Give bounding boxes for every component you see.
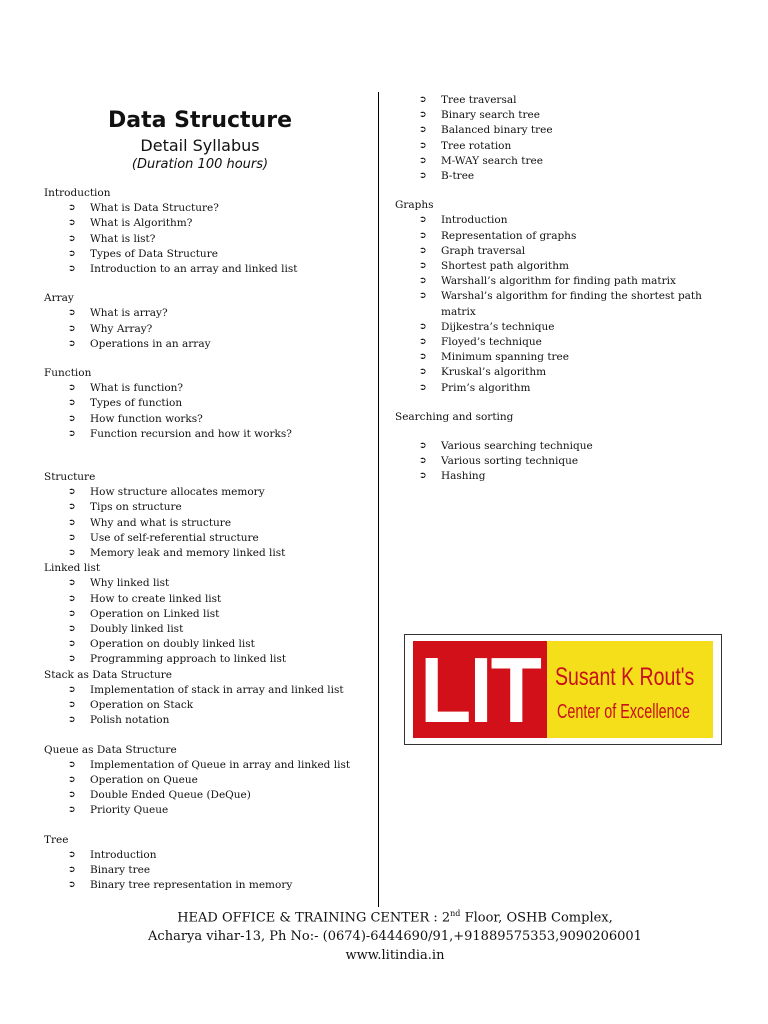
- list-item: ➲ Why Array?: [44, 322, 374, 337]
- arrow-bullet-icon: ➲: [419, 321, 427, 332]
- section-queue: [44, 743, 374, 819]
- arrow-bullet-icon: ➲: [68, 880, 76, 891]
- arrow-bullet-icon: ➲: [419, 261, 427, 272]
- list-item: ➲ Operation on Queue: [44, 773, 374, 788]
- list-item: ➲ Warshall’s algorithm for finding path matrix: [395, 274, 705, 289]
- list-item: ➲ What is Data Structure?: [44, 201, 374, 216]
- arrow-bullet-icon: ➲: [68, 593, 76, 604]
- arrow-bullet-icon: ➲: [419, 382, 427, 393]
- list-item: ➲ Various searching technique: [395, 439, 705, 454]
- list-item: ➲ What is list?: [44, 232, 374, 247]
- section-stack: [44, 668, 374, 729]
- logo-name: Susant K Rout's: [555, 663, 695, 691]
- arrow-bullet-icon: ➲: [68, 759, 76, 770]
- list-item: ➲ What is function?: [44, 381, 374, 396]
- list-item: ➲ Binary tree representation in memory: [44, 878, 374, 893]
- arrow-bullet-icon: ➲: [68, 308, 76, 319]
- left-column: [44, 186, 374, 893]
- arrow-bullet-icon: ➲: [68, 428, 76, 439]
- list-item: ➲ Introduction: [44, 848, 374, 863]
- arrow-bullet-icon: ➲: [419, 337, 427, 348]
- footer-address-line: HEAD OFFICE & TRAINING CENTER : 2nd Floor, OSHB Complex,: [177, 909, 613, 926]
- list-item: ➲ B-tree: [395, 169, 705, 184]
- arrow-bullet-icon: ➲: [419, 230, 427, 241]
- arrow-bullet-icon: ➲: [419, 171, 427, 182]
- right-column: [395, 93, 705, 485]
- document-header: [40, 106, 360, 174]
- arrow-bullet-icon: ➲: [419, 215, 427, 226]
- arrow-bullet-icon: ➲: [419, 125, 427, 136]
- arrow-bullet-icon: ➲: [68, 264, 76, 275]
- arrow-bullet-icon: ➲: [68, 338, 76, 349]
- page-subtitle: Detail Syllabus: [140, 136, 260, 155]
- list-item: ➲ Polish notation: [44, 713, 374, 728]
- list-item: ➲ Implementation of Queue in array and linked list: [44, 758, 374, 773]
- list-item: ➲ Types of function: [44, 396, 374, 411]
- list-item: ➲ Operation on Stack: [44, 698, 374, 713]
- list-item: ➲ Operation on doubly linked list: [44, 637, 374, 652]
- arrow-bullet-icon: ➲: [68, 578, 76, 589]
- list-item: ➲ Operations in an array: [44, 337, 374, 352]
- list-item: ➲ Prim’s algorithm: [395, 381, 705, 396]
- list-item: ➲ Memory leak and memory linked list: [44, 546, 374, 561]
- list-item: ➲ How structure allocates memory: [44, 485, 374, 500]
- contact-footer: [40, 904, 750, 965]
- arrow-bullet-icon: ➲: [419, 352, 427, 363]
- section-tree: [44, 833, 374, 894]
- tree-continued-list: [395, 93, 705, 184]
- section-array: [44, 291, 374, 352]
- section-structure: [44, 470, 374, 561]
- arrow-bullet-icon: ➲: [68, 413, 76, 424]
- section-linked-list: [44, 561, 374, 667]
- list-item: ➲ Balanced binary tree: [395, 123, 705, 138]
- arrow-bullet-icon: ➲: [419, 471, 427, 482]
- arrow-bullet-icon: ➲: [68, 608, 76, 619]
- list-item: ➲ Dijkestra’s technique: [395, 320, 705, 335]
- section-title: Queue as Data Structure: [44, 743, 177, 756]
- list-item: ➲ Function recursion and how it works?: [44, 427, 374, 442]
- section-introduction: [44, 186, 374, 277]
- list-item: ➲ Various sorting technique: [395, 454, 705, 469]
- list-item: ➲ Binary search tree: [395, 108, 705, 123]
- logo-red-panel: [413, 637, 547, 742]
- lit-logo-banner: [404, 634, 722, 745]
- arrow-bullet-icon: ➲: [68, 639, 76, 650]
- arrow-bullet-icon: ➲: [419, 456, 427, 467]
- list-item: ➲ Priority Queue: [44, 803, 374, 818]
- arrow-bullet-icon: ➲: [68, 323, 76, 334]
- arrow-bullet-icon: ➲: [68, 654, 76, 665]
- list-item: ➲ Tree rotation: [395, 139, 705, 154]
- arrow-bullet-icon: ➲: [419, 441, 427, 452]
- section-graphs: [395, 198, 705, 396]
- column-divider: [378, 92, 379, 907]
- list-item: ➲ Operation on Linked list: [44, 607, 374, 622]
- list-item: ➲ Graph traversal: [395, 244, 705, 259]
- footer-phone-line: Acharya vihar-13, Ph No:- (0674)-6444690/91,+91889575353,9090206001: [148, 929, 642, 945]
- list-item: ➲ Doubly linked list: [44, 622, 374, 637]
- list-item: ➲ How to create linked list: [44, 592, 374, 607]
- section-searching-sorting: [395, 410, 705, 485]
- list-item: ➲ Programming approach to linked list: [44, 652, 374, 667]
- list-item: ➲ How function works?: [44, 412, 374, 427]
- arrow-bullet-icon: ➲: [68, 624, 76, 635]
- list-item: ➲ M-WAY search tree: [395, 154, 705, 169]
- arrow-bullet-icon: ➲: [68, 790, 76, 801]
- arrow-bullet-icon: ➲: [419, 155, 427, 166]
- section-title: Function: [44, 367, 92, 380]
- arrow-bullet-icon: ➲: [419, 95, 427, 105]
- section-function: [44, 366, 374, 442]
- arrow-bullet-icon: ➲: [68, 517, 76, 528]
- list-item: ➲ Shortest path algorithm: [395, 259, 705, 274]
- logo-tagline: Center of Excellence: [557, 701, 690, 723]
- arrow-bullet-icon: ➲: [68, 805, 76, 816]
- arrow-bullet-icon: ➲: [419, 140, 427, 151]
- list-item: ➲ Tree traversal: [395, 93, 705, 108]
- arrow-bullet-icon: ➲: [68, 684, 76, 695]
- arrow-bullet-icon: ➲: [68, 398, 76, 409]
- arrow-bullet-icon: ➲: [68, 502, 76, 513]
- arrow-bullet-icon: ➲: [68, 548, 76, 559]
- list-item: ➲ Hashing: [395, 469, 705, 484]
- arrow-bullet-icon: ➲: [419, 245, 427, 256]
- footer-website: www.litindia.in: [345, 948, 445, 964]
- list-item: ➲ Minimum spanning tree: [395, 350, 705, 365]
- list-item: ➲ What is array?: [44, 306, 374, 321]
- logo-yellow-panel: [547, 641, 713, 738]
- arrow-bullet-icon: ➲: [419, 291, 427, 302]
- section-title: Stack as Data Structure: [44, 668, 173, 681]
- section-title: Searching and sorting: [395, 410, 514, 423]
- logo-mark: LIT: [420, 637, 540, 742]
- arrow-bullet-icon: ➲: [419, 110, 427, 121]
- list-item: ➲ Kruskal’s algorithm: [395, 365, 705, 380]
- arrow-bullet-icon: ➲: [68, 532, 76, 543]
- section-title: Array: [44, 292, 74, 305]
- arrow-bullet-icon: ➲: [68, 383, 76, 394]
- arrow-bullet-icon: ➲: [68, 715, 76, 726]
- list-item: ➲ Tips on structure: [44, 500, 374, 515]
- course-duration: (Duration 100 hours): [131, 157, 269, 172]
- list-item: ➲ Use of self-referential structure: [44, 531, 374, 546]
- arrow-bullet-icon: ➲: [419, 367, 427, 378]
- list-item: ➲ Representation of graphs: [395, 229, 705, 244]
- arrow-bullet-icon: ➲: [68, 248, 76, 259]
- arrow-bullet-icon: ➲: [68, 700, 76, 711]
- section-title: Structure: [44, 471, 96, 484]
- list-item: ➲ What is Algorithm?: [44, 216, 374, 231]
- arrow-bullet-icon: ➲: [68, 203, 76, 214]
- arrow-bullet-icon: ➲: [68, 218, 76, 229]
- page-title: Data Structure: [108, 108, 292, 133]
- section-title: Introduction: [44, 187, 111, 199]
- list-item: ➲ Implementation of stack in array and linked list: [44, 683, 374, 698]
- section-title: Tree: [44, 833, 69, 846]
- list-item: ➲ Why linked list: [44, 576, 374, 591]
- arrow-bullet-icon: ➲: [68, 233, 76, 244]
- list-item: ➲ Why and what is structure: [44, 516, 374, 531]
- arrow-bullet-icon: ➲: [68, 774, 76, 785]
- arrow-bullet-icon: ➲: [68, 864, 76, 875]
- arrow-bullet-icon: ➲: [419, 276, 427, 287]
- arrow-bullet-icon: ➲: [68, 849, 76, 860]
- list-item: ➲ Types of Data Structure: [44, 247, 374, 262]
- list-item: ➲ Introduction to an array and linked list: [44, 262, 374, 277]
- section-title: Linked list: [44, 562, 101, 575]
- list-item: ➲ Binary tree: [44, 863, 374, 878]
- arrow-bullet-icon: ➲: [68, 487, 76, 498]
- list-item: ➲ Warshal’s algorithm for finding the shortest path matrix: [419, 290, 702, 318]
- list-item: ➲ Floyed’s technique: [395, 335, 705, 350]
- section-title: Graphs: [395, 199, 434, 212]
- list-item: ➲ Double Ended Queue (DeQue): [44, 788, 374, 803]
- list-item: ➲ Introduction: [395, 213, 705, 228]
